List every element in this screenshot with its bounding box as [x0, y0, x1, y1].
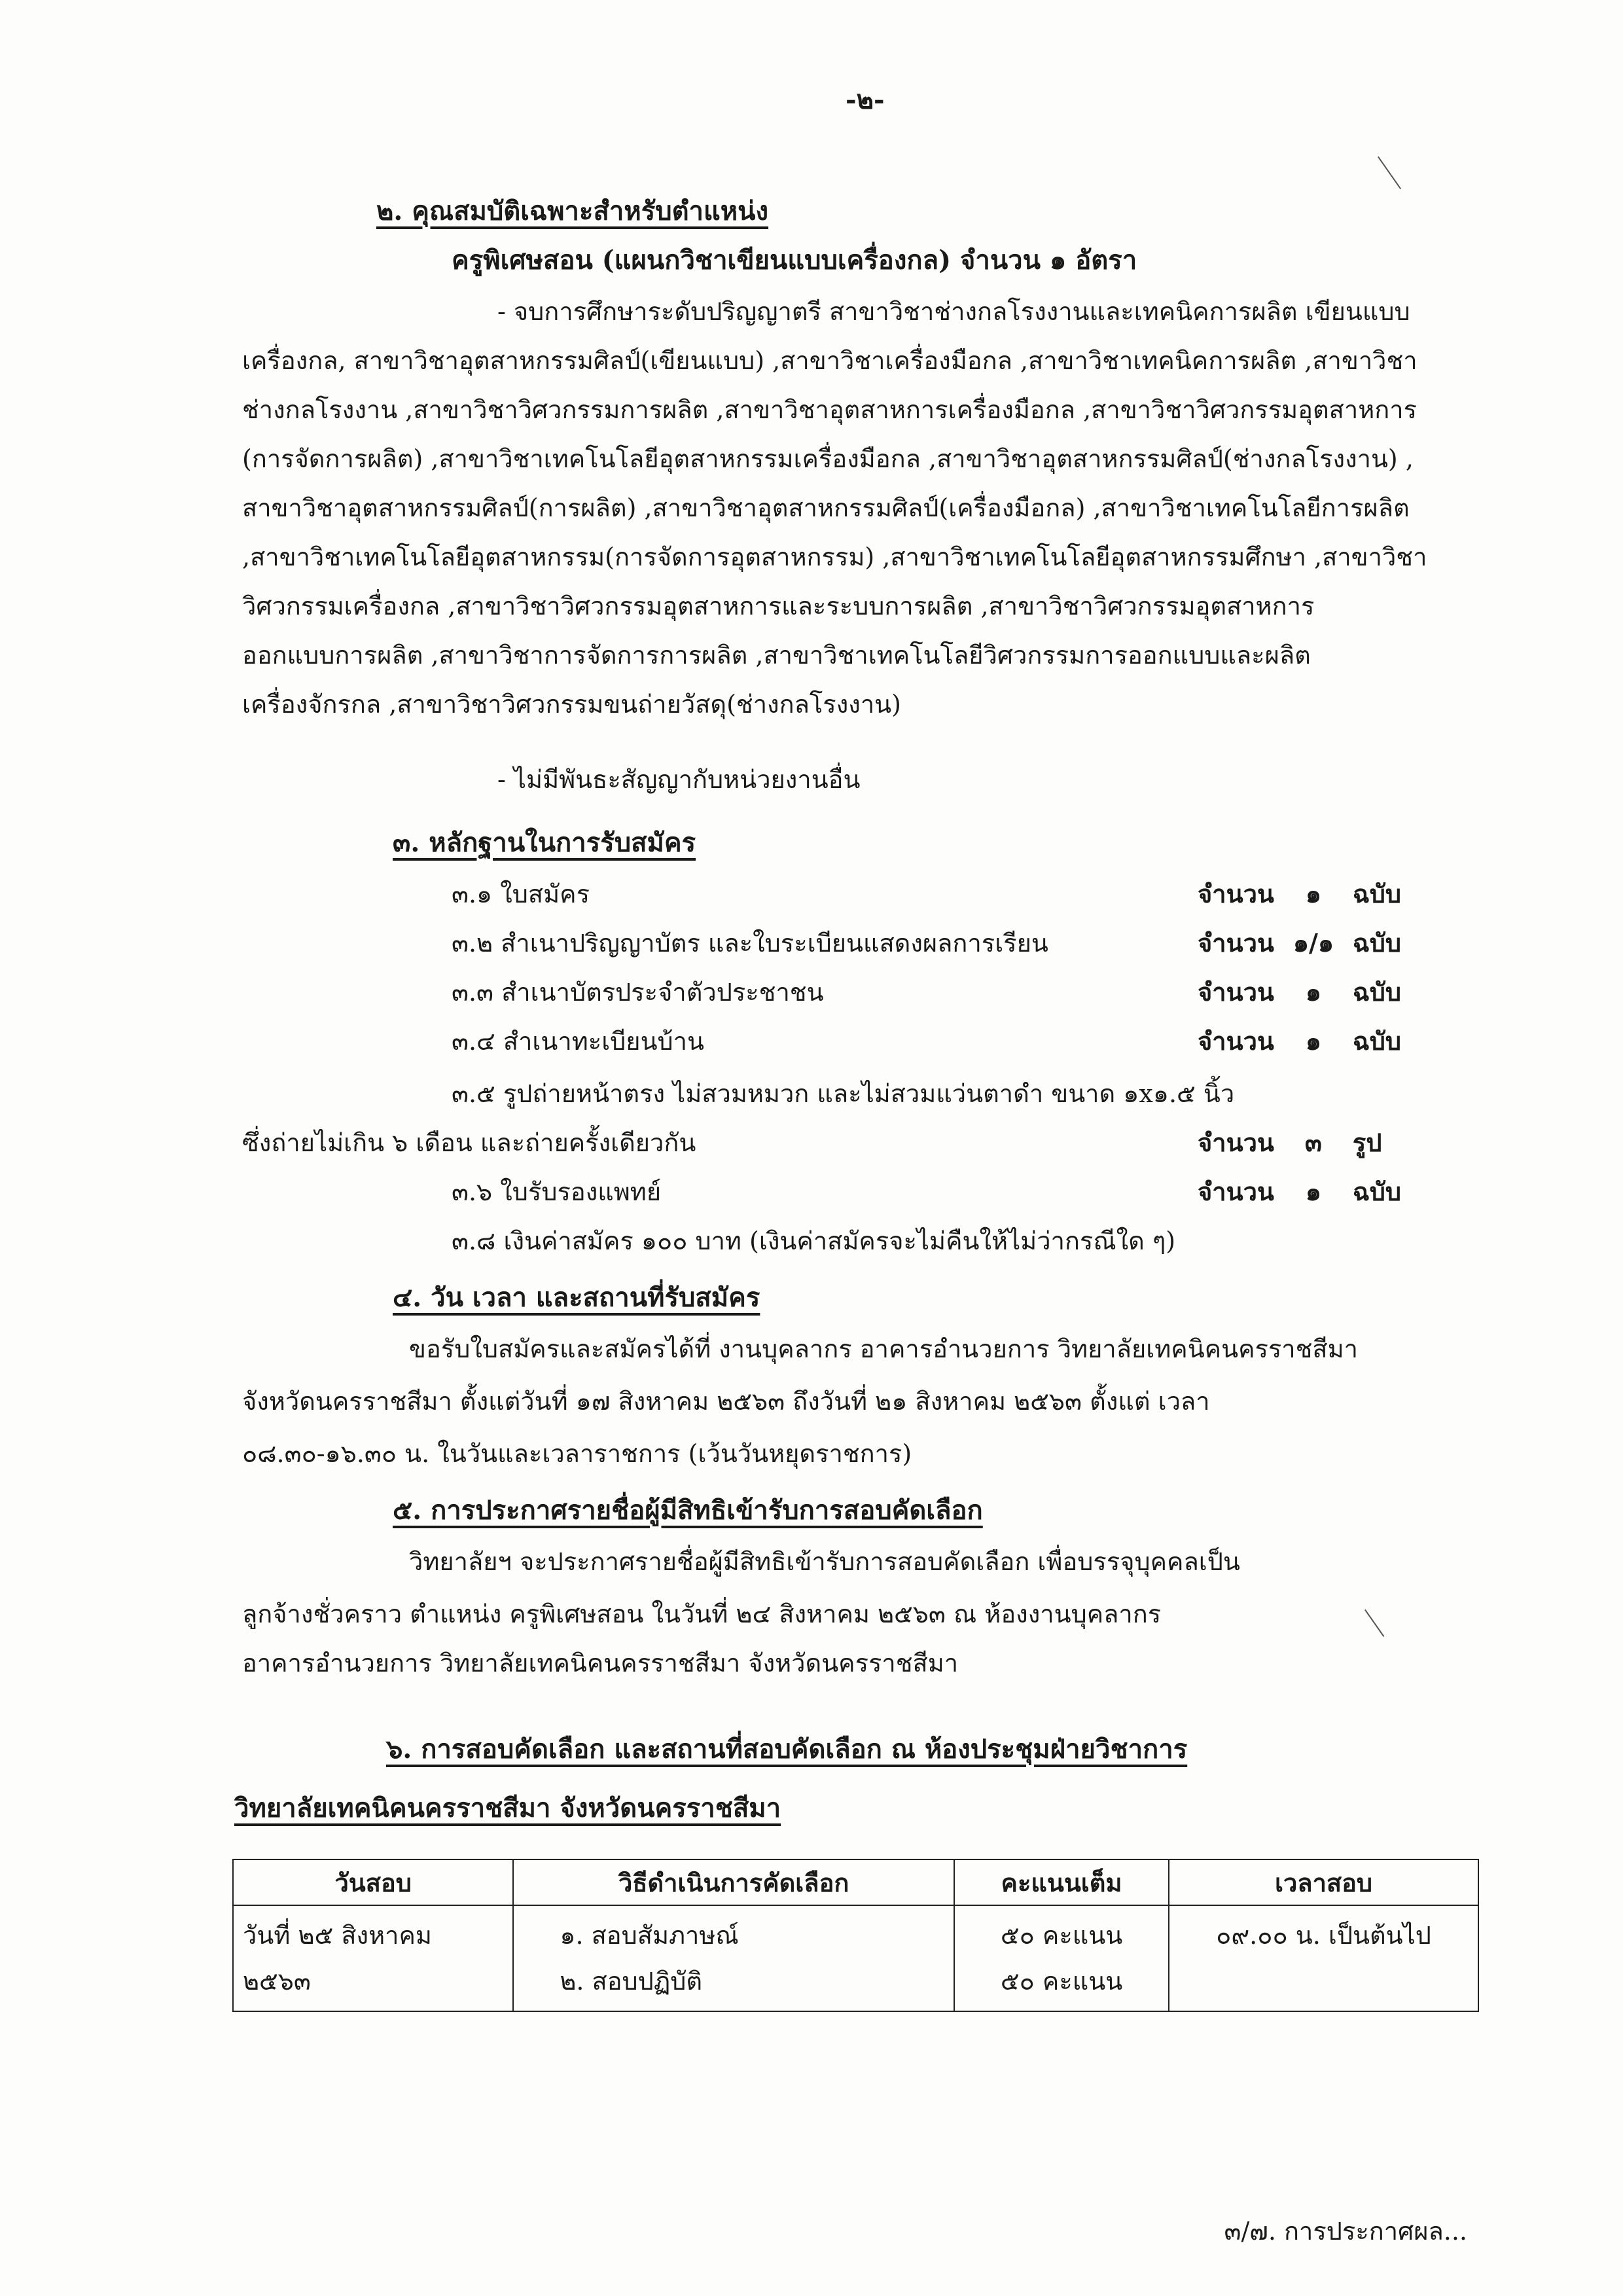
qualification-line: - จบการศึกษาระดับปริญญาตรี สาขาวิชาช่างกลโรงงานและเทคนิคการผลิต เขียนแบบ	[497, 297, 1410, 326]
header-method: วิธีดำเนินการคัดเลือก	[513, 1859, 954, 1905]
section6-heading	[386, 1728, 1187, 1770]
section6-subheading-text: วิทยาลัยเทคนิคนครราชสีมา จังหวัดนครราชสีมา	[234, 1793, 781, 1823]
table-row	[233, 1905, 1478, 2011]
method-item: ๒. สอบปฏิบัติ	[560, 1967, 703, 1996]
qty-unit: ฉบับ	[1352, 1177, 1402, 1206]
qualification-line: ช่างกลโรงงาน ,สาขาวิชาวิศวกรรมการผลิต ,สาขาวิชาอุตสาหการเครื่องมือกล ,สาขาวิชาวิศวกรรมอุตสาหการ	[242, 395, 1417, 424]
qty-unit: ฉบับ	[1352, 879, 1402, 908]
document-qty	[1198, 1122, 1382, 1162]
section6-subheading	[234, 1787, 781, 1829]
document-qty	[1198, 972, 1401, 1012]
section3-heading	[393, 821, 696, 863]
section4-line: จังหวัดนครราชสีมา ตั้งแต่วันที่ ๑๗ สิงหาคม ๒๕๖๓ ถึงวันที่ ๒๑ สิงหาคม ๒๕๖๓ ตั้งแต่ เวลา	[242, 1387, 1210, 1416]
method-item: ๑. สอบสัมภาษณ์	[560, 1921, 739, 1950]
section5-line: ลูกจ้างชั่วคราว ตำแหน่ง ครูพิเศษสอน ในวันที่ ๒๔ สิงหาคม ๒๕๖๓ ณ ห้องงานบุคลากร	[242, 1600, 1162, 1628]
qty-word: จำนวน	[1198, 1026, 1274, 1056]
qualification-line: เครื่องจักรกล ,สาขาวิชาวิศวกรรมขนถ่ายวัสดุ(ช่างกลโรงงาน)	[242, 690, 901, 719]
document-item: ๓.๕ รูปถ่ายหน้าตรง ไม่สวมหมวก และไม่สวมแว่นตาดำ ขนาด ๑x๑.๕ นิ้ว	[452, 1079, 1235, 1108]
qualification-line: เครื่องกล, สาขาวิชาอุตสาหกรรมศิลป์(เขียนแบบ) ,สาขาวิชาเครื่องมือกล ,สาขาวิชาเทคนิคการผลิต ,สาขาวิชา	[242, 346, 1418, 375]
fee-item: ๓.๘ เงินค่าสมัคร ๑๐๐ บาท (เงินค่าสมัครจะไม่คืนให้ไม่ว่ากรณีใด ๆ)	[452, 1227, 1176, 1255]
position-title: ครูพิเศษสอน (แผนกวิชาเขียนแบบเครื่องกล) จำนวน ๑ อัตรา	[452, 245, 1137, 276]
qty-unit: รูป	[1352, 1128, 1382, 1157]
scan-mark	[1364, 1609, 1384, 1637]
qty-number: ๑	[1305, 879, 1321, 908]
header-time: เวลาสอบ	[1169, 1859, 1478, 1905]
qty-number: ๑	[1305, 1177, 1321, 1206]
section3-heading-text: ๓. หลักฐานในการรับสมัคร	[393, 827, 696, 858]
document-item: ๓.๒ สำเนาปริญญาบัตร และใบระเบียนแสดงผลการเรียน	[452, 929, 1048, 958]
qty-number: ๑/๑	[1293, 928, 1334, 958]
qty-number: ๑	[1305, 977, 1321, 1007]
qualification-line: ออกแบบการผลิต ,สาขาวิชาการจัดการการผลิต ,สาขาวิชาเทคโนโลยีวิศวกรรมการออกแบบและผลิต	[242, 641, 1311, 670]
document-item: ๓.๑ ใบสมัคร	[452, 880, 590, 908]
document-qty	[1198, 874, 1401, 914]
no-obligation: - ไม่มีพันธะสัญญากับหน่วยงานอื่น	[497, 765, 861, 794]
qty-word: จำนวน	[1198, 1128, 1274, 1157]
qualification-line: ,สาขาวิชาเทคโนโลยีอุตสาหกรรม(การจัดการอุตสาหกรรม) ,สาขาวิชาเทคโนโลยีอุตสาหกรรมศึกษา ,สาขาวิชา	[242, 543, 1427, 571]
page-number: -๒-	[846, 84, 885, 115]
document-item: ๓.๔ สำเนาทะเบียนบ้าน	[452, 1027, 704, 1056]
header-exam-date: วันสอบ	[233, 1859, 513, 1905]
qualification-line: (การจัดการผลิต) ,สาขาวิชาเทคโนโลยีอุตสาหกรรมเครื่องมือกล ,สาขาวิชาอุตสาหกรรมศิลป์(ช่างกลโรงงาน) ,	[242, 444, 1414, 473]
time-cell: ๐๙.๐๐ น. เป็นต้นไป	[1169, 1905, 1478, 2011]
section5-line: อาคารอำนวยการ วิทยาลัยเทคนิคนครราชสีมา จังหวัดนครราชสีมา	[242, 1649, 959, 1677]
score-item: ๕๐ คะแนน	[1000, 1967, 1123, 1996]
document-item: ๓.๓ สำเนาบัตรประจำตัวประชาชน	[452, 978, 824, 1007]
section4-heading	[393, 1276, 760, 1318]
header-score: คะแนนเต็ม	[954, 1859, 1169, 1905]
footer-continuation: ๓/๗. การประกาศผล...	[1224, 2217, 1467, 2246]
section2-heading-text: ๒. คุณสมบัติเฉพาะสำหรับตำแหน่ง	[376, 196, 769, 226]
document-item-continued: ซึ่งถ่ายไม่เกิน ๖ เดือน และถ่ายครั้งเดียวกัน	[242, 1128, 696, 1157]
qualification-line: วิศวกรรมเครื่องกล ,สาขาวิชาวิศวกรรมอุตสาหการและระบบการผลิต ,สาขาวิชาวิศวกรรมอุตสาหการ	[242, 592, 1315, 620]
score-item: ๕๐ คะแนน	[1000, 1921, 1123, 1950]
section5-line: วิทยาลัยฯ จะประกาศรายชื่อผู้มีสิทธิเข้ารับการสอบคัดเลือก เพื่อบรรจุบุคคลเป็น	[409, 1547, 1240, 1576]
qty-word: จำนวน	[1198, 977, 1274, 1007]
qty-unit: ฉบับ	[1352, 928, 1402, 958]
section4-line: ขอรับใบสมัครและสมัครได้ที่ งานบุคลากร อาคารอำนวยการ วิทยาลัยเทคนิคนครราชสีมา	[409, 1335, 1359, 1363]
qty-unit: ฉบับ	[1352, 977, 1402, 1007]
qty-word: จำนวน	[1198, 928, 1274, 958]
scan-mark	[1378, 156, 1401, 189]
document-qty	[1198, 1021, 1401, 1061]
section5-heading	[393, 1489, 983, 1531]
method-cell	[513, 1905, 954, 2011]
qty-number: ๑	[1305, 1026, 1321, 1056]
section5-heading-text: ๕. การประกาศรายชื่อผู้มีสิทธิเข้ารับการสอบคัดเลือก	[393, 1495, 983, 1526]
qty-word: จำนวน	[1198, 879, 1274, 908]
document-qty	[1198, 1172, 1401, 1211]
section6-heading-text: ๖. การสอบคัดเลือก และสถานที่สอบคัดเลือก ณ ห้องประชุมฝ่ายวิชาการ	[386, 1734, 1188, 1765]
section4-heading-text: ๔. วัน เวลา และสถานที่รับสมัคร	[393, 1282, 760, 1313]
section4-line: ๐๘.๓๐-๑๖.๓๐ น. ในวันและเวลาราชการ (เว้นวันหยุดราชการ)	[242, 1439, 912, 1468]
qty-number: ๓	[1304, 1128, 1322, 1157]
qualification-line: สาขาวิชาอุตสาหกรรมศิลป์(การผลิต) ,สาขาวิชาอุตสาหกรรมศิลป์(เครื่องมือกล) ,สาขาวิชาเทคโนโลยีการผลิต	[242, 493, 1410, 522]
qty-word: จำนวน	[1198, 1177, 1274, 1206]
section2-heading	[376, 190, 768, 232]
document-qty	[1198, 923, 1401, 963]
qty-unit: ฉบับ	[1352, 1026, 1402, 1056]
table-header-row	[233, 1859, 1478, 1905]
exam-date-cell: วันที่ ๒๕ สิงหาคม ๒๕๖๓	[233, 1905, 513, 2011]
exam-schedule-table	[232, 1859, 1479, 2012]
document-item: ๓.๖ ใบรับรองแพทย์	[452, 1177, 662, 1206]
score-cell	[954, 1905, 1169, 2011]
